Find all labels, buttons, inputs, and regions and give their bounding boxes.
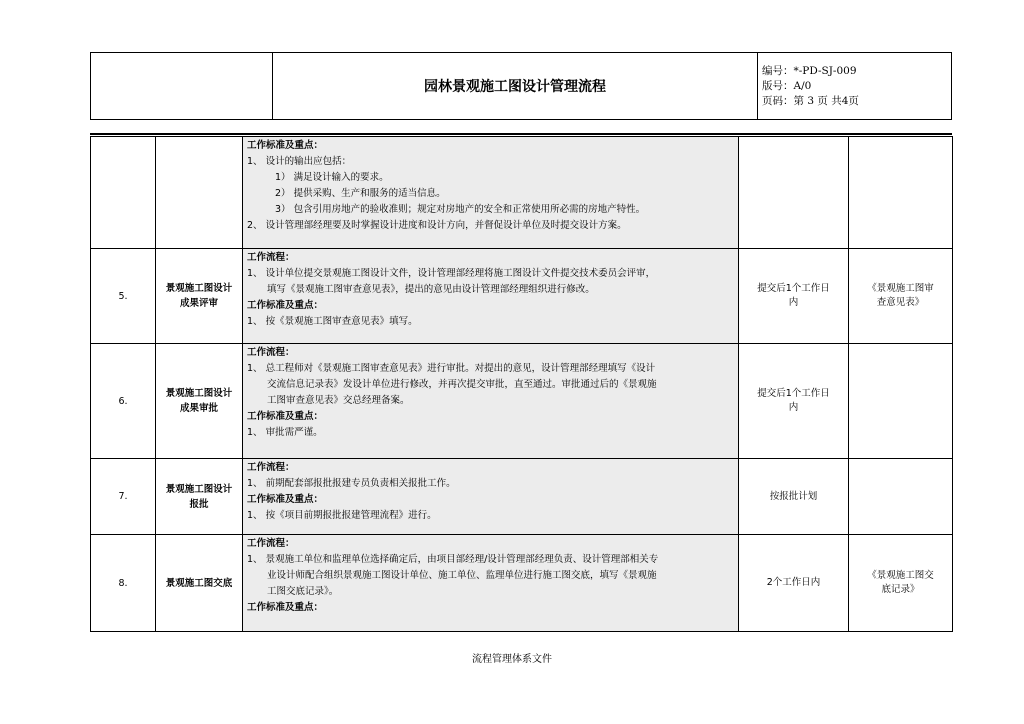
header-divider xyxy=(90,133,952,135)
content-heading: 工作流程： xyxy=(247,538,295,549)
content-heading: 工作标准及重点： xyxy=(247,300,324,311)
step-number: 6. xyxy=(91,344,156,459)
content-line: 1、 前期配套部报批报建专员负责相关报批工作。 xyxy=(247,478,456,489)
step-content xyxy=(243,459,739,535)
content-heading: 工作标准及重点： xyxy=(247,140,324,151)
content-line: 1） 满足设计输入的要求。 xyxy=(275,172,389,183)
step-name-line: 景观施工图设计 xyxy=(165,388,233,399)
output-document-line: 《景观施工图审 xyxy=(867,283,934,294)
step-output-document xyxy=(849,535,953,632)
content-heading: 工作标准及重点： xyxy=(247,602,324,613)
time-limit-line: 按报批计划 xyxy=(769,490,818,502)
time-limit-line: 提交后1个工作日 xyxy=(757,283,830,294)
step-content xyxy=(243,249,739,344)
content-line: 1、 按《景观施工图审查意见表》填写。 xyxy=(247,316,418,327)
step-name-line: 景观施工图交底 xyxy=(165,577,233,589)
content-heading: 工作流程： xyxy=(247,347,295,358)
page-footer: 流程管理体系文件 xyxy=(472,654,552,665)
time-limit-line: 内 xyxy=(788,402,799,413)
document-page-number: 页码：第 3 页 共4页 xyxy=(762,94,859,107)
process-row xyxy=(91,344,953,459)
content-line: 业设计师配合组织景观施工图设计单位、施工单位、监理单位进行施工图交底，填写《景观施 xyxy=(267,570,657,581)
content-line: 1、 设计单位提交景观施工图设计文件，设计管理部经理将施工图设计文件提交技术委员会评审， xyxy=(247,268,656,279)
step-name-line: 报批 xyxy=(189,498,209,510)
content-line: 交流信息记录表》发设计单位进行修改，并再次提交审批，直至通过。审批通过后的《景观施 xyxy=(267,379,657,390)
step-time-limit xyxy=(739,535,849,632)
step-name-line: 成果评审 xyxy=(179,298,218,309)
content-line: 1、 审批需严谨。 xyxy=(247,427,323,438)
time-limit-line: 提交后1个工作日 xyxy=(757,388,830,399)
step-number: 7. xyxy=(91,459,156,535)
step-number: 5. xyxy=(91,249,156,344)
process-row xyxy=(91,535,953,632)
document-version: 版号：A/0 xyxy=(762,79,812,92)
content-heading: 工作标准及重点： xyxy=(247,411,324,422)
content-line: 1、 设计的输出应包括： xyxy=(247,156,352,167)
header-blank-cell xyxy=(91,53,273,120)
step-name xyxy=(156,344,243,459)
step-content xyxy=(243,344,739,459)
step-name xyxy=(156,459,243,535)
step-name-line: 景观施工图设计 xyxy=(165,483,233,495)
step-name-line: 成果审批 xyxy=(179,403,218,414)
step-time-limit xyxy=(739,137,849,249)
step-content xyxy=(243,137,739,249)
step-number xyxy=(91,137,156,249)
step-time-limit xyxy=(739,344,849,459)
content-heading: 工作流程： xyxy=(247,252,295,263)
process-row xyxy=(91,137,953,249)
content-line: 工图审查意见表》交总经理备案。 xyxy=(267,395,410,406)
process-row xyxy=(91,459,953,535)
step-output-document xyxy=(849,249,953,344)
content-heading: 工作流程： xyxy=(247,462,295,473)
content-line: 1、 按《项目前期报批报建管理流程》进行。 xyxy=(247,510,437,521)
step-time-limit xyxy=(739,249,849,344)
content-line: 1、 总工程师对《景观施工图审查意见表》进行审批。对提出的意见，设计管理部经理填写《设计 xyxy=(247,363,656,374)
document-code: 编号：*-PD-SJ-009 xyxy=(762,64,857,77)
step-time-limit xyxy=(739,459,849,535)
step-name xyxy=(156,137,243,249)
process-table xyxy=(90,136,953,632)
document-title: 园林景观施工图设计管理流程 xyxy=(273,53,758,120)
step-name xyxy=(156,249,243,344)
document-meta xyxy=(758,53,952,120)
content-heading: 工作标准及重点： xyxy=(247,494,324,505)
content-line: 2、 设计管理部经理要及时掌握设计进度和设计方向，并督促设计单位及时提交设计方案。 xyxy=(247,220,627,231)
output-document-line: 查意见表》 xyxy=(876,297,925,308)
step-number: 8. xyxy=(91,535,156,632)
step-content xyxy=(243,535,739,632)
step-output-document xyxy=(849,344,953,459)
output-document-line: 底记录》 xyxy=(881,584,920,595)
step-name-line: 景观施工图设计 xyxy=(165,283,233,294)
step-name xyxy=(156,535,243,632)
content-line: 工图交底记录》。 xyxy=(267,586,339,597)
time-limit-line: 内 xyxy=(788,297,799,308)
step-output-document xyxy=(849,137,953,249)
content-line: 1、 景观施工单位和监理单位选择确定后，由项目部经理/设计管理部经理负责、设计管理部相关专 xyxy=(247,554,659,565)
content-line: 3） 包含引用房地产的验收准则；规定对房地产的安全和正常使用所必需的房地产特性。 xyxy=(275,204,646,215)
document-header xyxy=(90,52,952,120)
content-line: 填写《景观施工图审查意见表》，提出的意见由设计管理部经理组织进行修改。 xyxy=(267,284,595,295)
output-document-line: 《景观施工图交 xyxy=(867,570,934,581)
time-limit-line: 2个工作日内 xyxy=(766,577,821,588)
step-output-document xyxy=(849,459,953,535)
content-line: 2） 提供采购、生产和服务的适当信息。 xyxy=(275,188,446,199)
process-row xyxy=(91,249,953,344)
